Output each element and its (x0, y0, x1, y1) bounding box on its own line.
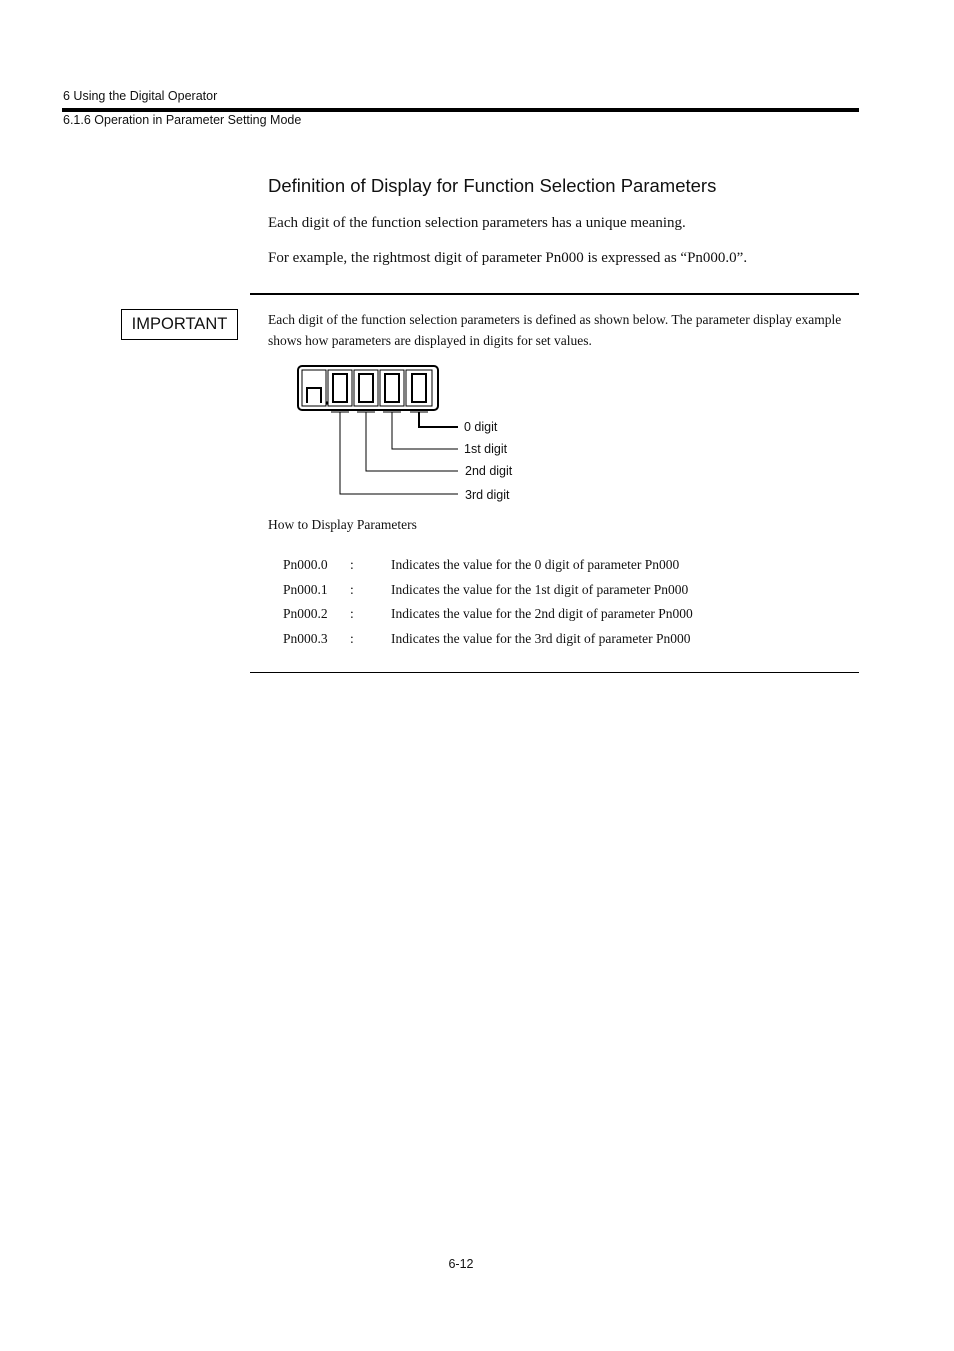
important-text: Each digit of the function selection parameters is defined as shown below. The parameter display example shows how parameters are displayed in digits for set values. (268, 312, 842, 348)
digit-label-3rd: 3rd digit (465, 488, 510, 502)
example-paragraph: For example, the rightmost digit of parameter Pn000 is expressed as “Pn000.0”. (268, 250, 748, 266)
chapter-label: 6 Using the Digital Operator (63, 89, 218, 103)
intro-paragraph: Each digit of the function selection parameters has a unique meaning. (268, 215, 686, 231)
display-cell-2 (354, 370, 378, 406)
definition-row (283, 631, 843, 651)
definition-description: Indicates the value for the 3rd digit of parameter Pn000 (391, 631, 691, 646)
leader-line-2 (366, 412, 458, 471)
leader-line-1 (392, 412, 458, 449)
definition-param: Pn000.0 (283, 557, 328, 572)
display-decimal-point (325, 401, 328, 404)
important-top-rule (250, 293, 859, 295)
how-to-display-title: How to Display Parameters (268, 517, 417, 532)
definition-row (283, 582, 843, 602)
definition-description: Indicates the value for the 2nd digit of parameter Pn000 (391, 606, 693, 621)
display-cell-1 (328, 370, 352, 406)
definition-description: Indicates the value for the 1st digit of parameter Pn000 (391, 582, 689, 597)
definition-param: Pn000.3 (283, 631, 328, 646)
important-badge: IMPORTANT (121, 309, 238, 340)
display-glyph-0-1 (385, 374, 399, 402)
section-label: 6.1.6 Operation in Parameter Setting Mode (63, 113, 302, 127)
display-cell-3 (380, 370, 404, 406)
important-bottom-rule (250, 672, 859, 673)
definition-separator: : (350, 631, 354, 646)
section-heading: Definition of Display for Function Selection Parameters (268, 175, 717, 196)
leader-line-3 (340, 412, 458, 494)
definition-description: Indicates the value for the 0 digit of parameter Pn000 (391, 557, 680, 572)
definition-row (283, 557, 843, 577)
definition-param: Pn000.1 (283, 582, 328, 597)
header-rule (62, 108, 859, 112)
leader-line-0 (419, 412, 458, 427)
definition-separator: : (350, 557, 354, 572)
display-cell-4 (406, 370, 432, 406)
display-glyph-0-2 (359, 374, 373, 402)
display-glyph-n (307, 388, 321, 402)
digit-label-0: 0 digit (464, 420, 498, 434)
digit-label-1st: 1st digit (464, 442, 508, 456)
definition-param: Pn000.2 (283, 606, 328, 621)
definition-separator: : (350, 582, 354, 597)
display-glyph-0-0 (412, 374, 426, 402)
definition-separator: : (350, 606, 354, 621)
digit-label-2nd: 2nd digit (465, 464, 513, 478)
definition-row (283, 606, 843, 626)
display-glyph-0-3 (333, 374, 347, 402)
page-number: 6-12 (448, 1257, 474, 1271)
